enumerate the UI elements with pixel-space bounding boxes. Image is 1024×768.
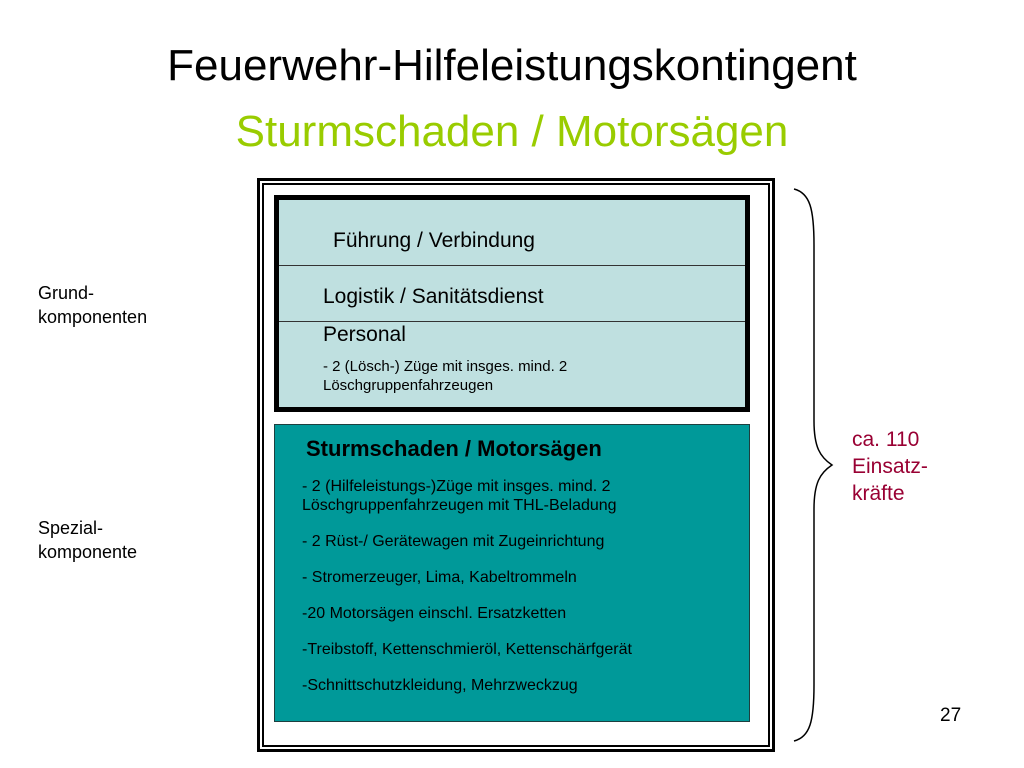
list-item: - Stromerzeuger, Lima, Kabeltrommeln (302, 569, 577, 586)
list-item: -Treibstoff, Kettenschmieröl, Kettenschärfgerät (302, 641, 632, 658)
spezialkomponente-label: Spezial- komponente (38, 518, 138, 562)
slide-subtitle: Sturmschaden / Motorsägen (235, 107, 789, 156)
spezial-heading: Sturmschaden / Motorsägen (306, 436, 602, 461)
personal-row (279, 322, 745, 407)
spezialkomponente-block (274, 424, 750, 722)
logistik-row (279, 266, 745, 322)
personal-detail: - 2 (Lösch-) Züge mit insges. mind. 2 Löschgruppenfahrzeugen (323, 358, 568, 394)
grundkomponenten-label: Grund- komponenten (38, 283, 148, 327)
list-item: - 2 Rüst-/ Gerätewagen mit Zugeinrichtung (302, 533, 605, 550)
fuehrung-row (279, 200, 745, 266)
list-item: -Schnittschutzkleidung, Mehrzweckzug (302, 677, 578, 694)
list-item: -20 Motorsägen einschl. Ersatzketten (302, 605, 567, 622)
slide-title: Feuerwehr-Hilfeleistungskontingent (167, 41, 857, 90)
curly-brace-icon (788, 185, 838, 745)
list-item: - 2 (Hilfeleistungs-)Züge mit insges. mind. 2 Löschgruppenfahrzeugen mit THL-Beladung (302, 478, 617, 514)
fuehrung-label: Führung / Verbindung (333, 229, 535, 252)
grundkomponenten-block (274, 195, 750, 412)
einsatzkraefte-label: ca. 110 Einsatz- kräfte (852, 428, 928, 505)
spezial-item-list (302, 477, 632, 712)
personal-label: Personal (323, 323, 406, 346)
page-number: 27 (940, 705, 962, 726)
logistik-label: Logistik / Sanitätsdienst (323, 285, 544, 308)
